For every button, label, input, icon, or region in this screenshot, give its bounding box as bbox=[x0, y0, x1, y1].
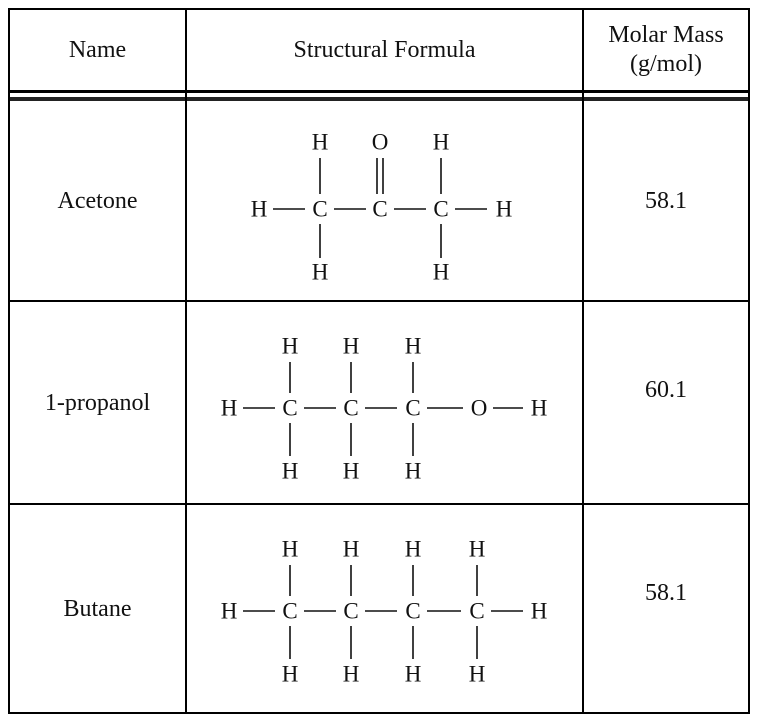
atom: H bbox=[281, 536, 299, 562]
table-right-border bbox=[748, 8, 750, 714]
atom: C bbox=[343, 395, 359, 421]
atom: H bbox=[281, 458, 299, 484]
atom: C bbox=[312, 196, 328, 222]
structural-formula-1-propanol bbox=[187, 302, 582, 503]
atom: H bbox=[432, 129, 450, 155]
atom: H bbox=[342, 536, 360, 562]
atom: H bbox=[530, 395, 548, 421]
atom: H bbox=[530, 598, 548, 624]
row-molar-mass-acetone: 58.1 bbox=[645, 188, 687, 214]
header-double-rule-bottom bbox=[8, 97, 750, 101]
atom: H bbox=[220, 395, 238, 421]
row-name-butane: Butane bbox=[63, 595, 132, 622]
header-name: Name bbox=[68, 37, 127, 63]
atom: H bbox=[250, 196, 268, 222]
atom: C bbox=[282, 598, 298, 624]
atom: H bbox=[404, 536, 422, 562]
structural-formula-butane bbox=[187, 505, 582, 712]
atom: H bbox=[468, 536, 486, 562]
row-molar-mass-1-propanol: 60.1 bbox=[645, 377, 687, 403]
atom: H bbox=[311, 259, 329, 285]
atom: H bbox=[281, 661, 299, 687]
row-name-acetone: Acetone bbox=[57, 188, 138, 214]
atom: C bbox=[469, 598, 485, 624]
header-structural-formula: Structural Formula bbox=[293, 37, 476, 63]
atom: H bbox=[342, 333, 360, 359]
atom: C bbox=[372, 196, 388, 222]
row-molar-mass-butane: 58.1 bbox=[645, 580, 687, 606]
atom: O bbox=[371, 129, 389, 155]
structural-formula-acetone bbox=[187, 102, 582, 300]
atom: H bbox=[311, 129, 329, 155]
header-molar-mass bbox=[584, 10, 748, 90]
atom: O bbox=[470, 395, 488, 421]
table-bottom-border bbox=[8, 712, 750, 714]
atom: H bbox=[404, 458, 422, 484]
atom: H bbox=[220, 598, 238, 624]
atom: C bbox=[405, 395, 421, 421]
atom: H bbox=[404, 333, 422, 359]
atom: C bbox=[282, 395, 298, 421]
atom: C bbox=[433, 196, 449, 222]
atom: C bbox=[343, 598, 359, 624]
atom: H bbox=[495, 196, 513, 222]
atom: H bbox=[342, 458, 360, 484]
atom: H bbox=[281, 333, 299, 359]
atom: C bbox=[405, 598, 421, 624]
row-name-1-propanol: 1-propanol bbox=[44, 389, 151, 416]
atom: H bbox=[342, 661, 360, 687]
atom: H bbox=[404, 661, 422, 687]
atom: H bbox=[432, 259, 450, 285]
header-molar-mass-label: Molar Mass bbox=[608, 22, 724, 49]
atom: H bbox=[468, 661, 486, 687]
header-molar-mass-unit: (g/mol) bbox=[630, 51, 702, 77]
header-double-rule-top bbox=[8, 90, 750, 93]
